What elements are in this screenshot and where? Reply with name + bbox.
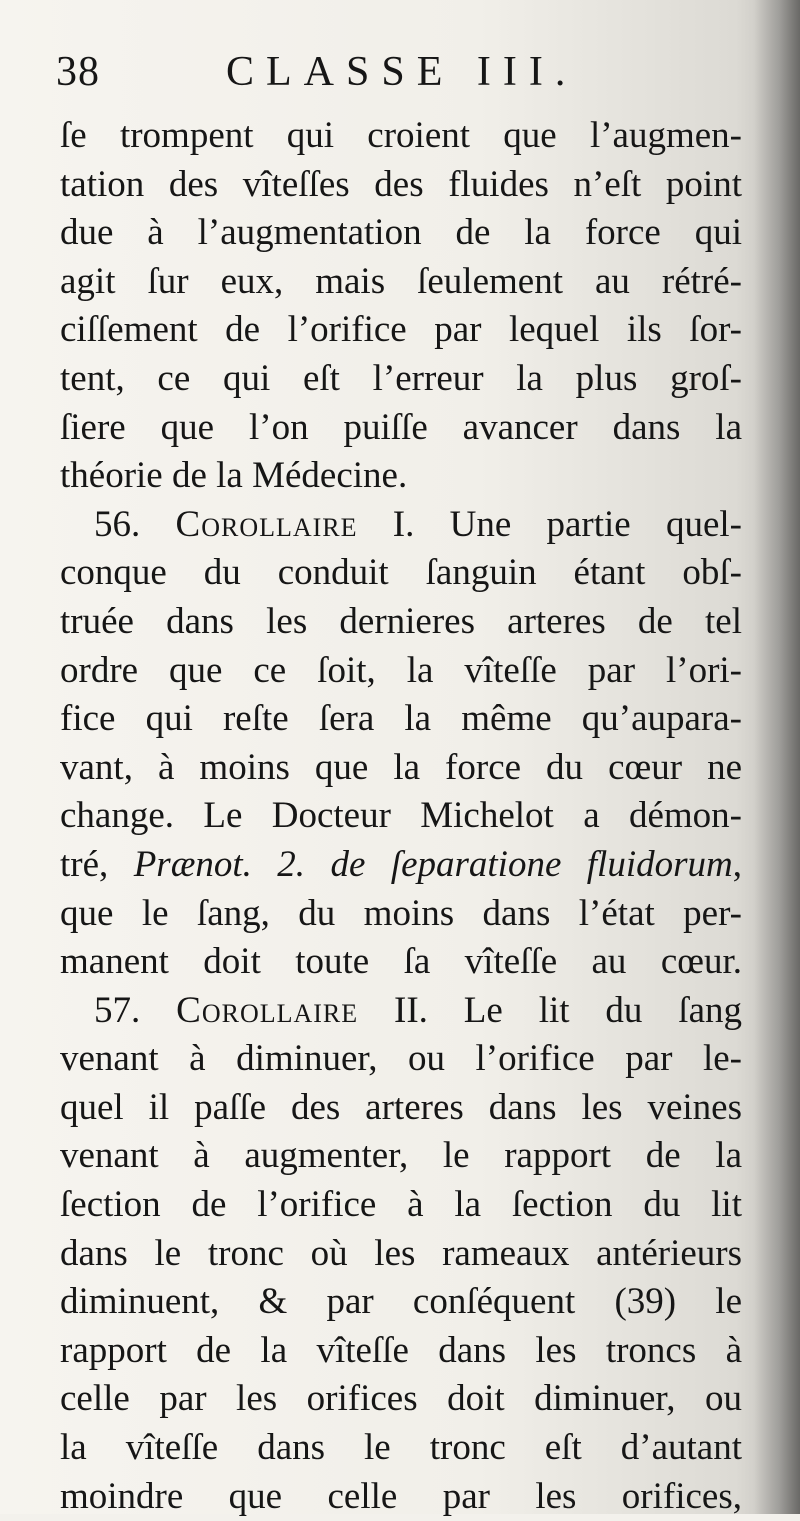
text-line: fice qui reſte ſera la même qu’aupara- bbox=[60, 698, 742, 740]
page-number: 38 bbox=[56, 49, 100, 95]
text-line: conque du conduit ſanguin étant obſ- bbox=[60, 552, 742, 594]
page-header bbox=[56, 40, 746, 110]
text-line: venant à diminuer, ou l’orifice par le- bbox=[60, 1038, 742, 1080]
text-line: la vîteſſe dans le tronc eſt d’autant bbox=[60, 1427, 742, 1469]
running-head: CLASSE III. bbox=[226, 49, 578, 95]
text-line: quel il paſſe des arteres dans les veines bbox=[60, 1086, 742, 1128]
citation-italic: Prænot. 2. de ſeparatione fluidorum bbox=[133, 843, 733, 885]
line-segment: 57. bbox=[94, 989, 177, 1031]
corollary-heading: Corollaire bbox=[175, 503, 358, 545]
text-line: vant, à moins que la force du cœur ne bbox=[60, 746, 742, 788]
text-line: que le ſang, du moins dans l’état per- bbox=[60, 892, 742, 934]
text-line: celle par les orifices doit diminuer, ou bbox=[60, 1378, 742, 1420]
text-line bbox=[60, 987, 742, 1036]
text-line: ſiere que l’on puiſſe avancer dans la bbox=[60, 406, 742, 448]
line-segment: tré, bbox=[60, 843, 134, 885]
text-line: dans le tronc où les rameaux antérieurs bbox=[60, 1232, 742, 1274]
corollary-heading: Corollaire bbox=[176, 989, 359, 1031]
text-line: moindre que celle par les orifices, bbox=[60, 1475, 742, 1517]
text-line: agit ſur eux, mais ſeulement au rétré- bbox=[60, 260, 742, 302]
text-line: ſe trompent qui croient que l’augmen- bbox=[60, 115, 742, 156]
text-line bbox=[60, 841, 742, 890]
line-segment: II. Le lit du ſang bbox=[358, 989, 742, 1031]
text-line: manent doit toute ſa vîteſſe au cœur. bbox=[60, 941, 742, 983]
text-line: truée dans les dernieres arteres de tel bbox=[60, 600, 742, 642]
line-segment: 56. bbox=[94, 503, 176, 545]
text-line: diminuent, & par conſéquent (39) le bbox=[60, 1281, 742, 1323]
text-line: ordre que ce ſoit, la vîteſſe par l’ori- bbox=[60, 649, 742, 691]
body-text bbox=[60, 112, 742, 1521]
text-line bbox=[60, 501, 742, 550]
text-line: ſection de l’orifice à la ſection du lit bbox=[60, 1184, 742, 1226]
page-gutter-shadow bbox=[754, 0, 800, 1514]
text-line: change. Le Docteur Michelot a démon- bbox=[60, 795, 742, 837]
line-segment: , bbox=[732, 843, 742, 885]
text-line: rapport de la vîteſſe dans les troncs à bbox=[60, 1329, 742, 1371]
text-line: due à l’augmentation de la force qui bbox=[60, 212, 742, 254]
text-line: tation des vîteſſes des fluides n’eſt point bbox=[60, 163, 742, 205]
text-line: tent, ce qui eſt l’erreur la plus groſ- bbox=[60, 357, 742, 399]
text-line: ciſſement de l’orifice par lequel ils ſor- bbox=[60, 309, 742, 351]
line-segment: I. Une partie quel- bbox=[357, 503, 742, 545]
text-line: théorie de la Médecine. bbox=[60, 455, 408, 497]
text-line: venant à augmenter, le rapport de la bbox=[60, 1135, 742, 1177]
